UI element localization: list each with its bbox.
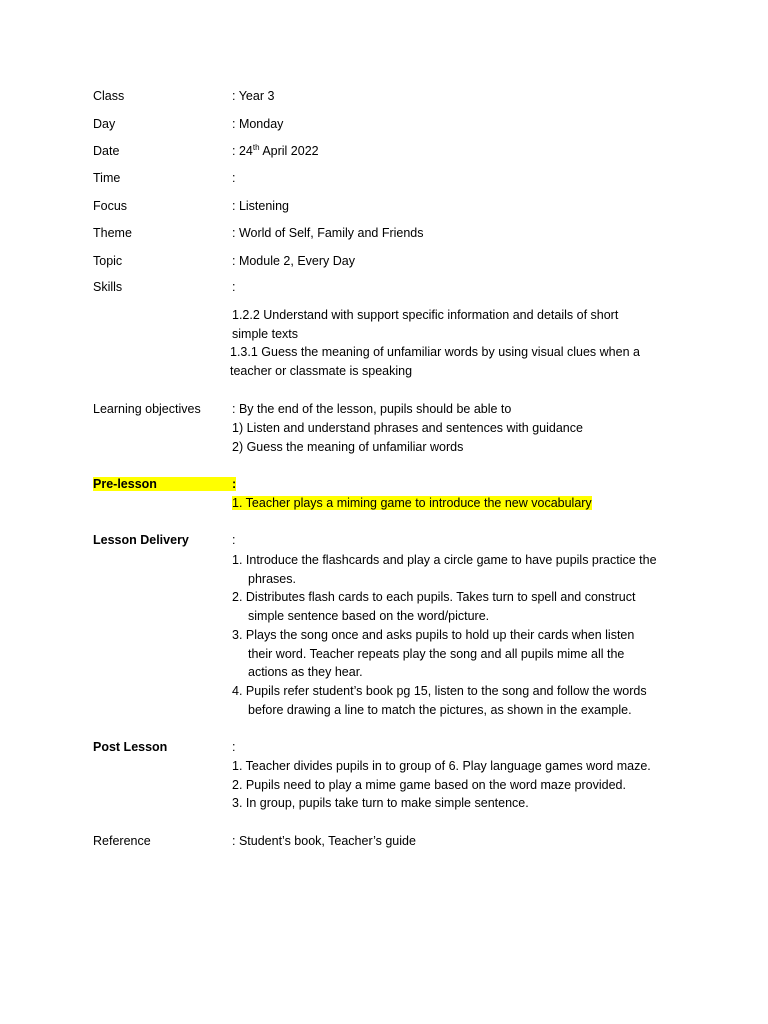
learning-objectives-label: Learning objectives (93, 402, 201, 416)
class-label: Class (93, 89, 125, 103)
delivery-line: simple sentence based on the word/picture. (248, 609, 490, 624)
reference-value: : Student’s book, Teacher’s guide (232, 834, 416, 848)
day-value: : Monday (232, 117, 284, 131)
lesson-delivery-value: : (232, 533, 236, 547)
skills-line: teacher or classmate is speaking (230, 364, 413, 379)
post-lesson-line: 3. In group, pupils take turn to make simple sentence. (232, 796, 529, 811)
delivery-line: 3. Plays the song once and asks pupils to hold up their cards when listen (232, 627, 635, 642)
pre-lesson-label-text: Pre-lesson (93, 477, 235, 491)
pre-lesson-value (232, 476, 236, 492)
pre-lesson-label (93, 476, 235, 492)
time-value: : (232, 171, 236, 185)
post-lesson-value: : (232, 740, 236, 754)
skills-line: 1.3.1 Guess the meaning of unfamiliar words by using visual clues when a (230, 345, 640, 360)
delivery-line: 2. Distributes flash cards to each pupils. Takes turn to spell and construct (232, 590, 636, 605)
post-lesson-line: 1. Teacher divides pupils in to group of 6. Play language games word maze. (232, 759, 651, 773)
theme-value: : World of Self, Family and Friends (232, 226, 424, 240)
delivery-line: actions as they hear. (248, 665, 363, 680)
focus-label: Focus (93, 199, 128, 213)
skills-value: : (232, 280, 236, 294)
delivery-line: before drawing a line to match the pictures, as shown in the example. (248, 702, 632, 717)
delivery-line: 4. Pupils refer student’s book pg 15, listen to the song and follow the words (232, 683, 647, 698)
learning-objectives-value: : By the end of the lesson, pupils should be able to (232, 402, 512, 416)
date-value (232, 143, 319, 159)
post-lesson-line: 2. Pupils need to play a mime game based on the word maze provided. (232, 777, 626, 792)
focus-value: : Listening (232, 199, 289, 213)
date-value-sup: th (252, 142, 260, 152)
topic-value: : Module 2, Every Day (232, 254, 355, 268)
learning-objectives-list (232, 419, 682, 456)
day-label: Day (93, 117, 116, 131)
pre-lesson-colon: : (232, 477, 237, 491)
skills-line: simple texts (232, 326, 298, 341)
skills-label: Skills (93, 280, 123, 294)
reference-label: Reference (93, 834, 151, 848)
topic-label: Topic (93, 254, 123, 268)
delivery-line: their word. Teacher repeats play the song and all pupils mime all the (248, 646, 625, 661)
objective-line: 2) Guess the meaning of unfamiliar words (232, 439, 464, 454)
post-lesson-list (232, 757, 682, 813)
class-value: : Year 3 (232, 89, 275, 103)
theme-label: Theme (93, 226, 132, 240)
date-label: Date (93, 144, 120, 158)
skills-list (232, 306, 682, 381)
delivery-line: phrases. (248, 571, 296, 586)
skills-line: 1.2.2 Understand with support specific information and details of short (232, 308, 619, 322)
objective-line: 1) Listen and understand phrases and sentences with guidance (232, 421, 583, 435)
time-label: Time (93, 171, 121, 185)
date-value-prefix: : 24 (232, 144, 253, 158)
date-value-suffix: April 2022 (259, 144, 319, 158)
lesson-delivery-label: Lesson Delivery (93, 533, 189, 547)
pre-lesson-list (232, 495, 592, 511)
delivery-line: 1. Introduce the flashcards and play a circle game to have pupils practice the (232, 553, 657, 567)
lesson-delivery-list (232, 551, 682, 719)
pre-lesson-line: 1. Teacher plays a miming game to introduce the new vocabulary (232, 496, 592, 510)
post-lesson-label: Post Lesson (93, 740, 168, 754)
